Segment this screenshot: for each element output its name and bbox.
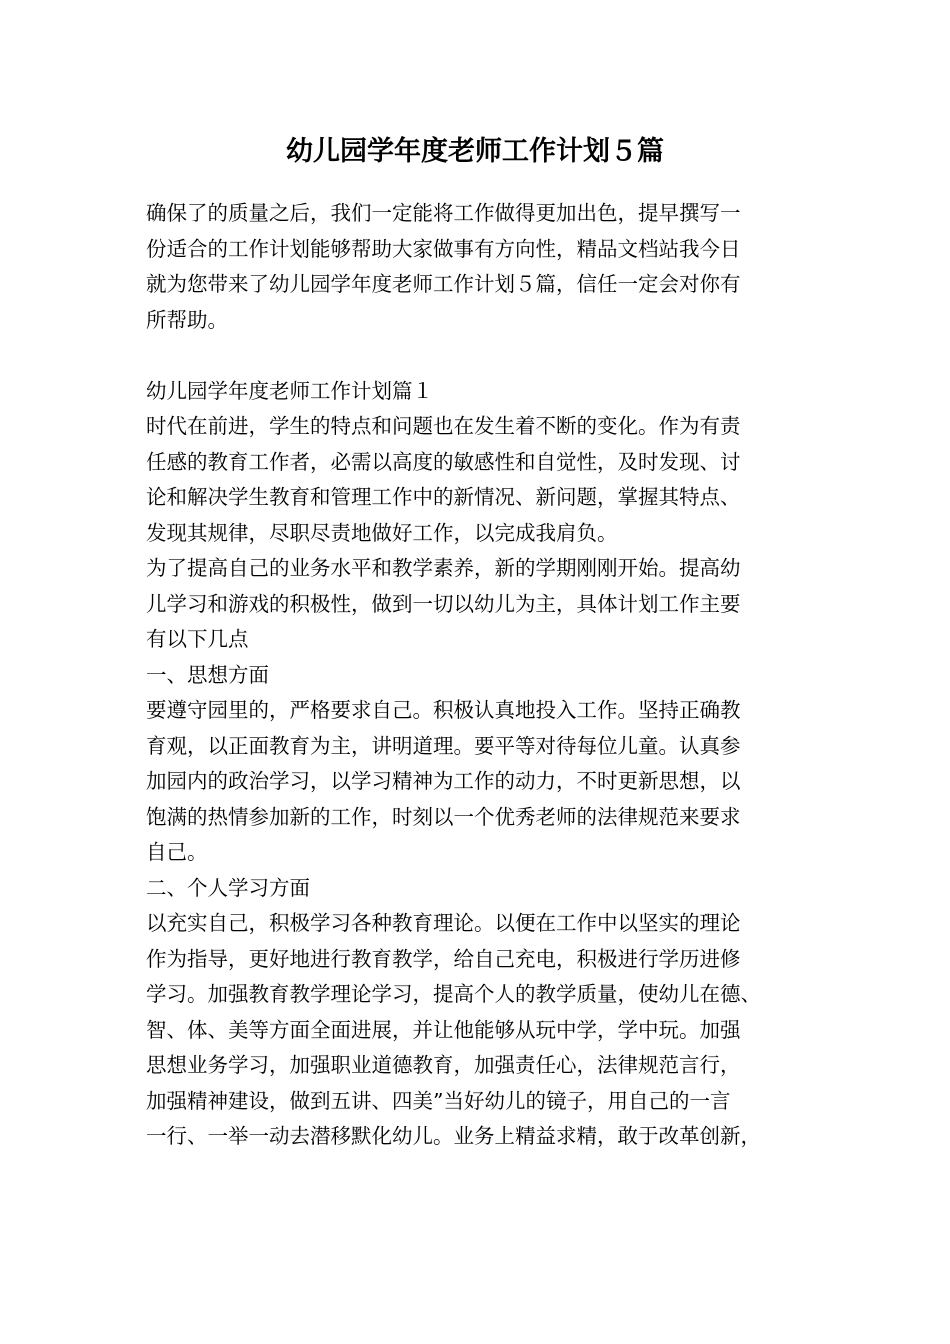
text-line: 饱满的热情参加新的工作，时刻以一个优秀老师的法律规范来要求 xyxy=(146,804,741,829)
text-line: 思想业务学习，加强职业道德教育，加强责任心，法律规范言行， xyxy=(146,1053,741,1077)
text-line: 要遵守园里的，严格要求自己。积极认真地投入工作。坚持正确教 xyxy=(146,698,741,722)
text-line: 学习。加强教育教学理论学习，提高个人的教学质量，使幼儿在德、 xyxy=(146,982,761,1006)
text-line: 论和解决学生教育和管理工作中的新情况、新问题，掌握其特点、 xyxy=(146,485,741,509)
text-line: 作为指导，更好地进行教育教学，给自己充电，积极进行学历进修 xyxy=(146,946,741,971)
text-line: 加园内的政治学习，以学习精神为工作的动力，不时更新思想，以 xyxy=(146,769,741,793)
text-line: 任感的教育工作者，必需以高度的敏感性和自觉性，及时发现、讨 xyxy=(146,449,741,474)
text-line: 为了提高自己的业务水平和教学素养，新的学期刚刚开始。提高幼 xyxy=(146,556,741,580)
text-line: 有以下几点 xyxy=(146,627,249,651)
text-line: 加强精神建设，做到五讲、四美”当好幼儿的镜子，用自己的一言 xyxy=(146,1088,731,1113)
text-line: 以充实自己，积极学习各种教育理论。以便在工作中以坚实的理论 xyxy=(146,911,741,935)
text-line: 所帮助。 xyxy=(146,307,228,332)
text-line: 幼儿园学年度老师工作计划篇１ xyxy=(146,378,433,403)
text-line: 自己。 xyxy=(146,840,208,864)
text-line: 儿学习和游戏的积极性，做到一切以幼儿为主，具体计划工作主要 xyxy=(146,591,741,616)
text-line: 时代在前进，学生的特点和问题也在发生着不断的变化。作为有责 xyxy=(146,414,741,438)
blank-line xyxy=(146,338,836,374)
text-line: 一行、一举一动去潜移默化幼儿。业务上精益求精，敢于改革创新， xyxy=(146,1124,761,1148)
document-title: 幼儿园学年度老师工作计划５篇 xyxy=(286,136,664,167)
text-line: 发现其规律，尽职尽责地做好工作，以完成我肩负。 xyxy=(146,520,618,545)
text-line: 智、体、美等方面全面进展，并让他能够从玩中学，学中玩。加强 xyxy=(146,1017,741,1042)
text-line: 确保了的质量之后，我们一定能将工作做得更加出色，提早撰写一 xyxy=(146,201,741,225)
text-line: 份适合的工作计划能够帮助大家做事有方向性，精品文档站我今日 xyxy=(146,236,741,261)
text-line: 育观，以正面教育为主，讲明道理。要平等对待每位儿童。认真参 xyxy=(146,733,741,758)
text-line: 一、思想方面 xyxy=(146,662,269,687)
text-line: 就为您带来了幼儿园学年度老师工作计划５篇，信任一定会对你有 xyxy=(146,272,741,296)
document-body xyxy=(146,196,836,1155)
text-line: 二、个人学习方面 xyxy=(146,875,310,900)
